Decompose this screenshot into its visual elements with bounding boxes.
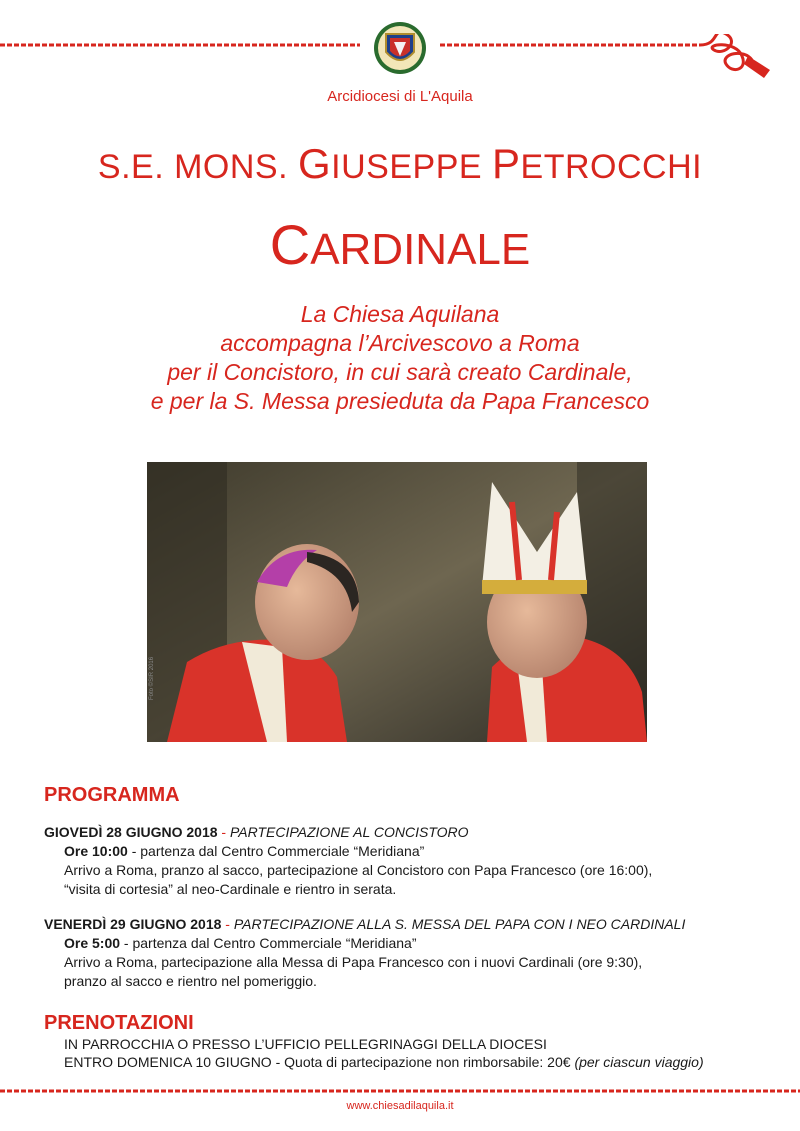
day-time: Ore 10:00 — [64, 843, 128, 859]
title-cardinale-rest: ARDINALE — [310, 225, 531, 274]
day-heading — [44, 823, 784, 842]
day-heading — [44, 915, 784, 934]
day-event: PARTECIPAZIONE AL CONCISTORO — [229, 824, 469, 840]
prenotazioni-details — [64, 1035, 784, 1071]
day-separator: - — [221, 916, 234, 932]
diocese-name: Arcidiocesi di L'Aquila — [327, 88, 473, 105]
prenotazioni-heading: PRENOTAZIONI — [44, 1012, 194, 1034]
prenotazioni-quota: ENTRO DOMENICA 10 GIUGNO - Quota di partecipazione non rimborsabile: 20€ — [64, 1054, 575, 1070]
day-event: PARTECIPAZIONE ALLA S. MESSA DEL PAPA CON I NEO CARDINALI — [233, 916, 686, 932]
day-detail-line: “visita di cortesia” al neo-Cardinale e rientro in serata. — [64, 881, 397, 897]
prenotazioni-line: IN PARROCCHIA O PRESSO L’UFFICIO PELLEGRINAGGI DELLA DIOCESI — [64, 1036, 547, 1052]
title-line-1 — [0, 140, 800, 188]
day-separator: - — [217, 824, 230, 840]
day-date: GIOVEDÌ 28 GIUGNO 2018 — [44, 824, 218, 840]
prenotazioni-note: (per ciascun viaggio) — [574, 1054, 704, 1070]
photo-credit: Foto ©SIR 2016 — [149, 656, 155, 700]
day-departure-text: - partenza dal Centro Commerciale “Meridiana” — [127, 843, 425, 859]
title-surname-rest: ETROCCHI — [520, 148, 703, 186]
subtitle-line: La Chiesa Aquilana — [300, 301, 500, 327]
programma-day — [44, 915, 784, 991]
day-departure-text: - partenza dal Centro Commerciale “Meridiana” — [120, 935, 417, 951]
title-name-rest: IUSEPPE — [331, 148, 493, 186]
day-departure — [44, 842, 784, 861]
diocese-crest-logo — [372, 18, 428, 78]
subtitle-line: per il Concistoro, in cui sarà creato Cardinale, — [167, 359, 633, 385]
day-departure — [44, 934, 784, 953]
subtitle-line: e per la S. Messa presieduta da Papa Francesco — [150, 388, 650, 414]
photo-archbishop-and-pope — [147, 462, 647, 742]
website-link[interactable]: www.chiesadilaquila.it — [346, 1100, 454, 1112]
day-time: Ore 5:00 — [64, 935, 121, 951]
day-detail-line: pranzo al sacco e rientro nel pomeriggio. — [64, 973, 317, 989]
programma-day — [44, 823, 784, 899]
title-initial-c: C — [269, 213, 311, 276]
decorative-cord-bottom — [0, 1088, 800, 1094]
day-detail-line: Arrivo a Roma, pranzo al sacco, partecipazione al Concistoro con Papa Francesco (ore 16:00), — [64, 862, 653, 878]
subtitle — [0, 300, 800, 416]
programma-heading: PROGRAMMA — [44, 784, 180, 806]
day-date: VENERDÌ 29 GIUGNO 2018 — [44, 916, 222, 932]
title-initial-p: P — [492, 140, 521, 187]
subtitle-line: accompagna l’Arcivescovo a Roma — [220, 330, 580, 356]
prenotazioni-line — [64, 1053, 784, 1071]
title-prefix: S.E. MONS. — [97, 148, 298, 186]
title-initial-g: G — [298, 140, 332, 187]
title-line-2 — [0, 212, 800, 277]
day-detail-line: Arrivo a Roma, partecipazione alla Messa di Papa Francesco con i nuovi Cardinali (ore 9:30), — [64, 954, 643, 970]
